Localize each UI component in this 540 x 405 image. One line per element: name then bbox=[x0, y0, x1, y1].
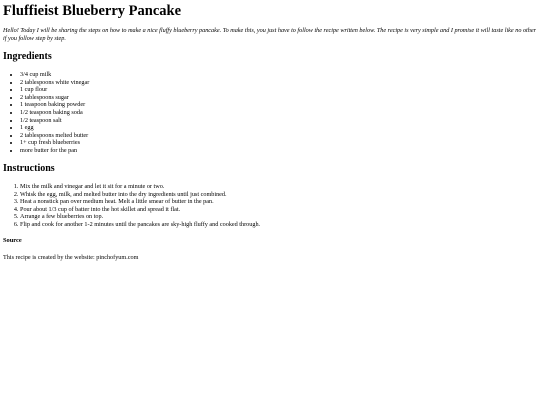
list-item: • more butter for the pan bbox=[20, 147, 89, 155]
source-text: This recipe is created by the website: pinchofyum.com bbox=[3, 254, 139, 261]
source-heading: Source bbox=[3, 237, 22, 244]
ingredients-list bbox=[3, 71, 89, 155]
list-item: • 1/2 teaspoon salt bbox=[20, 117, 89, 125]
instructions-heading: Instructions bbox=[3, 163, 55, 174]
step-item: 4. Pour about 1/3 cup of batter into the hot skillet and spread it flat. bbox=[20, 206, 260, 214]
step-item: 3. Heat a nonstick pan over medium heat. Melt a little smear of butter in the pan. bbox=[20, 198, 260, 206]
list-item: • 2 tablespoons white vinegar bbox=[20, 79, 89, 87]
list-item: • 1 teaspoon baking powder bbox=[20, 101, 89, 109]
list-item: • 2 tablespoons melted butter bbox=[20, 132, 89, 140]
step-item: 2. Whisk the egg, milk, and melted butter into the dry ingredients until just combined. bbox=[20, 191, 260, 199]
list-item: • 1+ cup fresh blueberries bbox=[20, 139, 89, 147]
step-item: 6. Flip and cook for another 1-2 minutes until the pancakes are sky-high fluffy and cooked through. bbox=[20, 221, 260, 229]
intro-paragraph: Hello! Today I will be sharing the steps on how to make a nice fluffy blueberry pancake. To make this, you just have to follow the recipe written below. The recipe is very simple and I promise it will taste like no other if you follow step by step. bbox=[3, 27, 537, 42]
ingredients-heading: Ingredients bbox=[3, 51, 52, 62]
list-item: • 1/2 teaspoon baking soda bbox=[20, 109, 89, 117]
step-item: 5. Arrange a few blueberries on top. bbox=[20, 213, 260, 221]
list-item: • 2 tablespoons sugar bbox=[20, 94, 89, 102]
page-title: Fluffieist Blueberry Pancake bbox=[3, 3, 182, 19]
instructions-list bbox=[3, 183, 260, 229]
list-item: • 3/4 cup milk bbox=[20, 71, 89, 79]
list-item: • 1 cup flour bbox=[20, 86, 89, 94]
step-item: 1. Mix the milk and vinegar and let it sit for a minute or two. bbox=[20, 183, 260, 191]
list-item: • 1 egg bbox=[20, 124, 89, 132]
